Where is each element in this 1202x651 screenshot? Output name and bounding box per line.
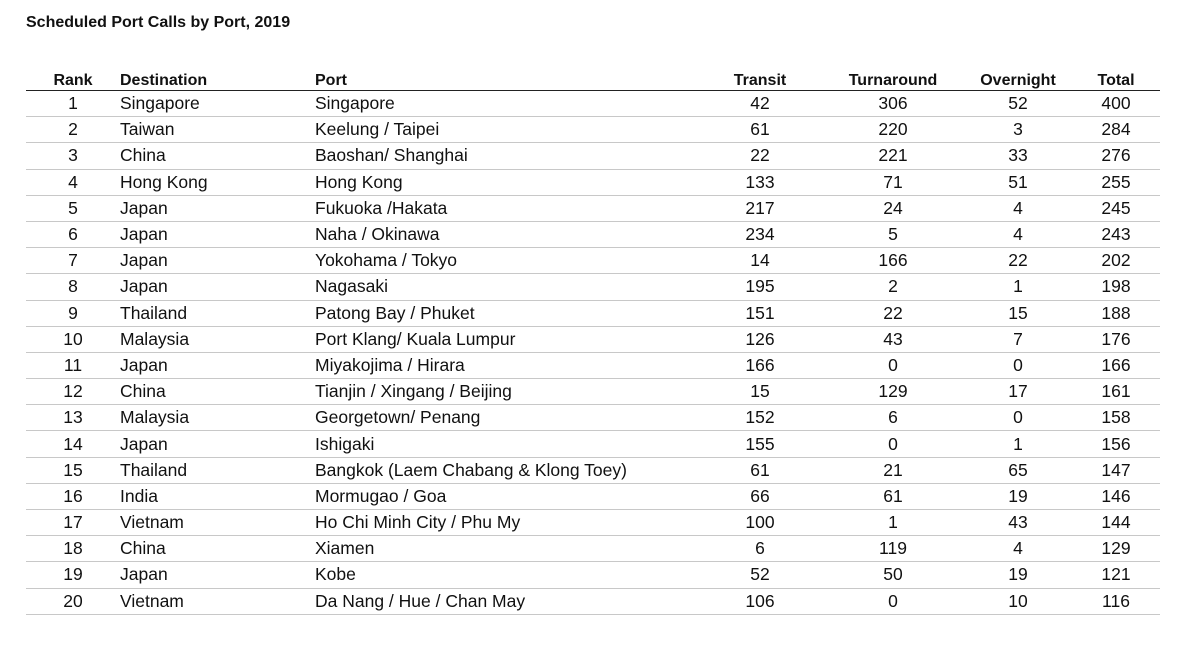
table-row (26, 431, 1160, 457)
overnight-cell: 4 (964, 195, 1072, 221)
total-cell: 147 (1072, 457, 1160, 483)
transit-cell: 14 (698, 248, 822, 274)
total-cell: 116 (1072, 588, 1160, 614)
port-calls-table (26, 64, 1160, 615)
total-cell: 176 (1072, 326, 1160, 352)
table-title: Scheduled Port Calls by Port, 2019 (26, 14, 291, 31)
rank-cell: 10 (26, 326, 120, 352)
rank-cell: 1 (26, 91, 120, 117)
port-cell: Yokohama / Tokyo (315, 248, 698, 274)
port-cell: Singapore (315, 91, 698, 117)
table-row (26, 562, 1160, 588)
column-header-rank: Rank (26, 64, 120, 91)
port-cell: Kobe (315, 562, 698, 588)
transit-cell: 106 (698, 588, 822, 614)
table-row (26, 483, 1160, 509)
overnight-cell: 3 (964, 117, 1072, 143)
table-row (26, 195, 1160, 221)
column-header-total: Total (1072, 64, 1160, 91)
port-cell: Keelung / Taipei (315, 117, 698, 143)
destination-cell: Japan (120, 248, 315, 274)
destination-cell: Japan (120, 562, 315, 588)
turnaround-cell: 43 (822, 326, 964, 352)
port-cell: Ishigaki (315, 431, 698, 457)
port-cell: Baoshan/ Shanghai (315, 143, 698, 169)
turnaround-cell: 21 (822, 457, 964, 483)
destination-cell: China (120, 379, 315, 405)
destination-cell: Japan (120, 195, 315, 221)
transit-cell: 61 (698, 457, 822, 483)
overnight-cell: 19 (964, 483, 1072, 509)
port-cell: Fukuoka /Hakata (315, 195, 698, 221)
overnight-cell: 0 (964, 352, 1072, 378)
column-header-destination: Destination (120, 64, 315, 91)
transit-cell: 6 (698, 536, 822, 562)
turnaround-cell: 129 (822, 379, 964, 405)
turnaround-cell: 0 (822, 588, 964, 614)
table-row (26, 405, 1160, 431)
transit-cell: 155 (698, 431, 822, 457)
overnight-cell: 43 (964, 510, 1072, 536)
rank-cell: 3 (26, 143, 120, 169)
rank-cell: 12 (26, 379, 120, 405)
column-header-turnaround: Turnaround (822, 64, 964, 91)
rank-cell: 11 (26, 352, 120, 378)
column-header-port: Port (315, 64, 698, 91)
turnaround-cell: 220 (822, 117, 964, 143)
rank-cell: 2 (26, 117, 120, 143)
total-cell: 243 (1072, 221, 1160, 247)
total-cell: 161 (1072, 379, 1160, 405)
destination-cell: China (120, 143, 315, 169)
transit-cell: 126 (698, 326, 822, 352)
transit-cell: 195 (698, 274, 822, 300)
column-header-transit: Transit (698, 64, 822, 91)
transit-cell: 217 (698, 195, 822, 221)
table-row (26, 91, 1160, 117)
turnaround-cell: 5 (822, 221, 964, 247)
overnight-cell: 33 (964, 143, 1072, 169)
overnight-cell: 1 (964, 274, 1072, 300)
rank-cell: 16 (26, 483, 120, 509)
transit-cell: 151 (698, 300, 822, 326)
rank-cell: 6 (26, 221, 120, 247)
port-cell: Port Klang/ Kuala Lumpur (315, 326, 698, 352)
turnaround-cell: 306 (822, 91, 964, 117)
port-cell: Naha / Okinawa (315, 221, 698, 247)
rank-cell: 15 (26, 457, 120, 483)
transit-cell: 52 (698, 562, 822, 588)
turnaround-cell: 119 (822, 536, 964, 562)
rank-cell: 17 (26, 510, 120, 536)
transit-cell: 61 (698, 117, 822, 143)
rank-cell: 14 (26, 431, 120, 457)
transit-cell: 22 (698, 143, 822, 169)
total-cell: 146 (1072, 483, 1160, 509)
rank-cell: 13 (26, 405, 120, 431)
total-cell: 198 (1072, 274, 1160, 300)
table-row (26, 379, 1160, 405)
total-cell: 166 (1072, 352, 1160, 378)
table-row (26, 510, 1160, 536)
destination-cell: China (120, 536, 315, 562)
overnight-cell: 22 (964, 248, 1072, 274)
turnaround-cell: 50 (822, 562, 964, 588)
total-cell: 284 (1072, 117, 1160, 143)
port-cell: Xiamen (315, 536, 698, 562)
destination-cell: Vietnam (120, 588, 315, 614)
destination-cell: Singapore (120, 91, 315, 117)
turnaround-cell: 221 (822, 143, 964, 169)
transit-cell: 152 (698, 405, 822, 431)
overnight-cell: 19 (964, 562, 1072, 588)
turnaround-cell: 24 (822, 195, 964, 221)
turnaround-cell: 6 (822, 405, 964, 431)
destination-cell: Thailand (120, 300, 315, 326)
table-row (26, 536, 1160, 562)
port-cell: Mormugao / Goa (315, 483, 698, 509)
table-body (26, 91, 1160, 615)
total-cell: 188 (1072, 300, 1160, 326)
total-cell: 202 (1072, 248, 1160, 274)
table-row (26, 169, 1160, 195)
rank-cell: 7 (26, 248, 120, 274)
port-cell: Nagasaki (315, 274, 698, 300)
turnaround-cell: 2 (822, 274, 964, 300)
port-cell: Tianjin / Xingang / Beijing (315, 379, 698, 405)
total-cell: 400 (1072, 91, 1160, 117)
rank-cell: 18 (26, 536, 120, 562)
port-cell: Miyakojima / Hirara (315, 352, 698, 378)
overnight-cell: 0 (964, 405, 1072, 431)
table-row (26, 248, 1160, 274)
turnaround-cell: 166 (822, 248, 964, 274)
table-row (26, 457, 1160, 483)
rank-cell: 9 (26, 300, 120, 326)
table-row (26, 221, 1160, 247)
transit-cell: 66 (698, 483, 822, 509)
overnight-cell: 52 (964, 91, 1072, 117)
turnaround-cell: 22 (822, 300, 964, 326)
port-cell: Ho Chi Minh City / Phu My (315, 510, 698, 536)
column-header-overnight: Overnight (964, 64, 1072, 91)
destination-cell: Japan (120, 352, 315, 378)
destination-cell: Malaysia (120, 405, 315, 431)
total-cell: 144 (1072, 510, 1160, 536)
table-row (26, 274, 1160, 300)
total-cell: 245 (1072, 195, 1160, 221)
rank-cell: 4 (26, 169, 120, 195)
destination-cell: Thailand (120, 457, 315, 483)
table-header-row (26, 64, 1160, 91)
port-cell: Georgetown/ Penang (315, 405, 698, 431)
rank-cell: 8 (26, 274, 120, 300)
transit-cell: 133 (698, 169, 822, 195)
table-row (26, 143, 1160, 169)
destination-cell: Japan (120, 431, 315, 457)
overnight-cell: 17 (964, 379, 1072, 405)
transit-cell: 166 (698, 352, 822, 378)
rank-cell: 19 (26, 562, 120, 588)
transit-cell: 15 (698, 379, 822, 405)
table-row (26, 588, 1160, 614)
overnight-cell: 4 (964, 221, 1072, 247)
transit-cell: 42 (698, 91, 822, 117)
total-cell: 276 (1072, 143, 1160, 169)
table-row (26, 352, 1160, 378)
port-cell: Hong Kong (315, 169, 698, 195)
overnight-cell: 51 (964, 169, 1072, 195)
overnight-cell: 15 (964, 300, 1072, 326)
turnaround-cell: 61 (822, 483, 964, 509)
port-cell: Patong Bay / Phuket (315, 300, 698, 326)
destination-cell: Japan (120, 221, 315, 247)
overnight-cell: 10 (964, 588, 1072, 614)
turnaround-cell: 71 (822, 169, 964, 195)
destination-cell: Malaysia (120, 326, 315, 352)
port-cell: Da Nang / Hue / Chan May (315, 588, 698, 614)
rank-cell: 5 (26, 195, 120, 221)
turnaround-cell: 1 (822, 510, 964, 536)
destination-cell: Vietnam (120, 510, 315, 536)
overnight-cell: 7 (964, 326, 1072, 352)
turnaround-cell: 0 (822, 352, 964, 378)
rank-cell: 20 (26, 588, 120, 614)
table-row (26, 117, 1160, 143)
port-cell: Bangkok (Laem Chabang & Klong Toey) (315, 457, 698, 483)
total-cell: 156 (1072, 431, 1160, 457)
transit-cell: 100 (698, 510, 822, 536)
overnight-cell: 4 (964, 536, 1072, 562)
destination-cell: Japan (120, 274, 315, 300)
table-row (26, 326, 1160, 352)
destination-cell: Taiwan (120, 117, 315, 143)
destination-cell: Hong Kong (120, 169, 315, 195)
total-cell: 158 (1072, 405, 1160, 431)
table-row (26, 300, 1160, 326)
total-cell: 129 (1072, 536, 1160, 562)
overnight-cell: 1 (964, 431, 1072, 457)
overnight-cell: 65 (964, 457, 1072, 483)
total-cell: 255 (1072, 169, 1160, 195)
turnaround-cell: 0 (822, 431, 964, 457)
total-cell: 121 (1072, 562, 1160, 588)
destination-cell: India (120, 483, 315, 509)
transit-cell: 234 (698, 221, 822, 247)
